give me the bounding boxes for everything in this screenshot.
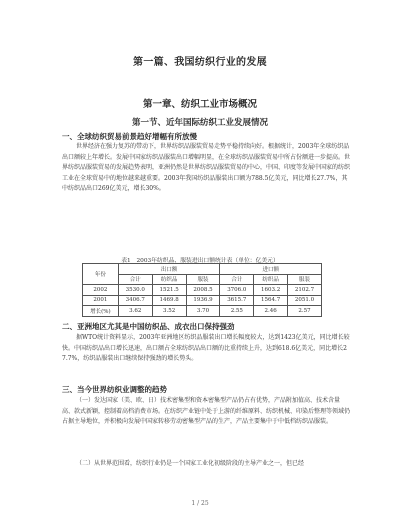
paragraph-trade-outlook: 世界经济在强力复苏的带动下，世界纺织品服装贸易走势平稳持续向好。根据统计，2003年全球纺织品出口额较上年增长。发展中国家纺织品服装出口增幅明显，在全球纺织品服装贸易中所占份额进一步提高。世界纺织品服装贸易的发展趋势表明，亚洲仍然是世界纺织品服装贸易的中心，中国、印度等发展中国家的纺织工业在全球贸易中的地位越来越重要。2003年我国纺织品服装出口额为788.5亿美元，同比增长27.7%，其中纺织品出口269亿美元，增长30%。: [62, 143, 351, 192]
table-cell: 2008.5: [186, 285, 220, 296]
heading-trade-outlook: 一、全球纺织贸易前景趋好增幅有所放慢: [62, 132, 197, 141]
paragraph-asia-exports: 据WTO统计资料显示，2003年亚洲地区纺织品服装出口增长幅度较大，达到1423亿美元，同比增长较快。中国纺织品出口增长迅速，出口额占全球纺织品出口额的比重持续上升，达到618.6亿美元，同比增长27.7%，纺织品服装出口继续保持强劲的增长势头。: [62, 334, 350, 362]
table-cell: 1564.7: [254, 295, 288, 306]
section-title: 第一节、近年国际纺织工业发展情况: [131, 118, 268, 128]
trade-table: [82, 263, 322, 317]
table-subheader: 合计: [118, 274, 152, 285]
table-subheader: 服装: [186, 274, 220, 285]
table-cell: 1936.9: [186, 295, 220, 306]
table-year-cell: 增长(%): [83, 306, 119, 317]
table-row: [83, 285, 322, 296]
table-cell: 2.57: [288, 306, 322, 317]
table-cell: 2.55: [220, 306, 254, 317]
table-subheader: 纺织品: [254, 274, 288, 285]
table-cell: 3706.0: [220, 285, 254, 296]
table-row: [83, 295, 322, 306]
table-cell: 1521.5: [152, 285, 186, 296]
table-cell: 3615.7: [220, 295, 254, 306]
paragraph-developed-countries: （一）发达国家（美、欧、日）技术密集型和资本密集型产品仍占有优势，产品附加值高、技术含量高、款式新颖，控制着高档消费市场。在纺织产业链中处于上游的纤维原料、纺织机械、印染后整理等领域仍占据主导地位，并积极向发展中国家转移劳动密集型产品的生产，产品主要集中于中低档纺织品服装。: [62, 397, 351, 425]
table-cell: 3406.7: [118, 295, 152, 306]
table-subheader: 合计: [220, 274, 254, 285]
table-cell: 2102.7: [288, 285, 322, 296]
table-cell: 2.46: [254, 306, 288, 317]
table-row: [83, 306, 322, 317]
table-cell: 3530.0: [118, 285, 152, 296]
table-cell: 1603.2: [254, 285, 288, 296]
table-subheader: 服装: [288, 274, 322, 285]
table-cell: 1469.8: [152, 295, 186, 306]
table-group-import: 进口额: [220, 264, 322, 275]
table-corner-cell: 年份: [83, 264, 119, 285]
table-year-cell: 2002: [83, 285, 119, 296]
chapter-title: 第一章、纺织工业市场概况: [142, 99, 257, 110]
table-cell: 2051.0: [288, 295, 322, 306]
paragraph-world-scope: （二）从世界范围看，纺织行业仍是一个国家工业化初级阶段的主导产业之一，但已经: [76, 460, 305, 467]
table-caption: 表1 2003年纺织品、服装进出口额统计表（单位：亿美元）: [121, 258, 279, 264]
table-subheader: 纺织品: [152, 274, 186, 285]
heading-asia-exports: 二、亚洲地区尤其是中国纺织品、成衣出口保持强劲: [62, 322, 235, 331]
part-title: 第一篇、我国纺织行业的发展: [133, 57, 267, 68]
heading-industry-trends: 三、当今世界纺织业调整的趋势: [62, 385, 167, 394]
table-cell: 3.52: [152, 306, 186, 317]
table-year-cell: 2001: [83, 295, 119, 306]
table-cell: 3.70: [186, 306, 220, 317]
table-group-export: 出口额: [118, 264, 220, 275]
table-subheader-row: [83, 274, 322, 285]
page-number: 1 / 25: [191, 500, 209, 507]
table-cell: 3.62: [118, 306, 152, 317]
table-header-row: [83, 264, 322, 275]
